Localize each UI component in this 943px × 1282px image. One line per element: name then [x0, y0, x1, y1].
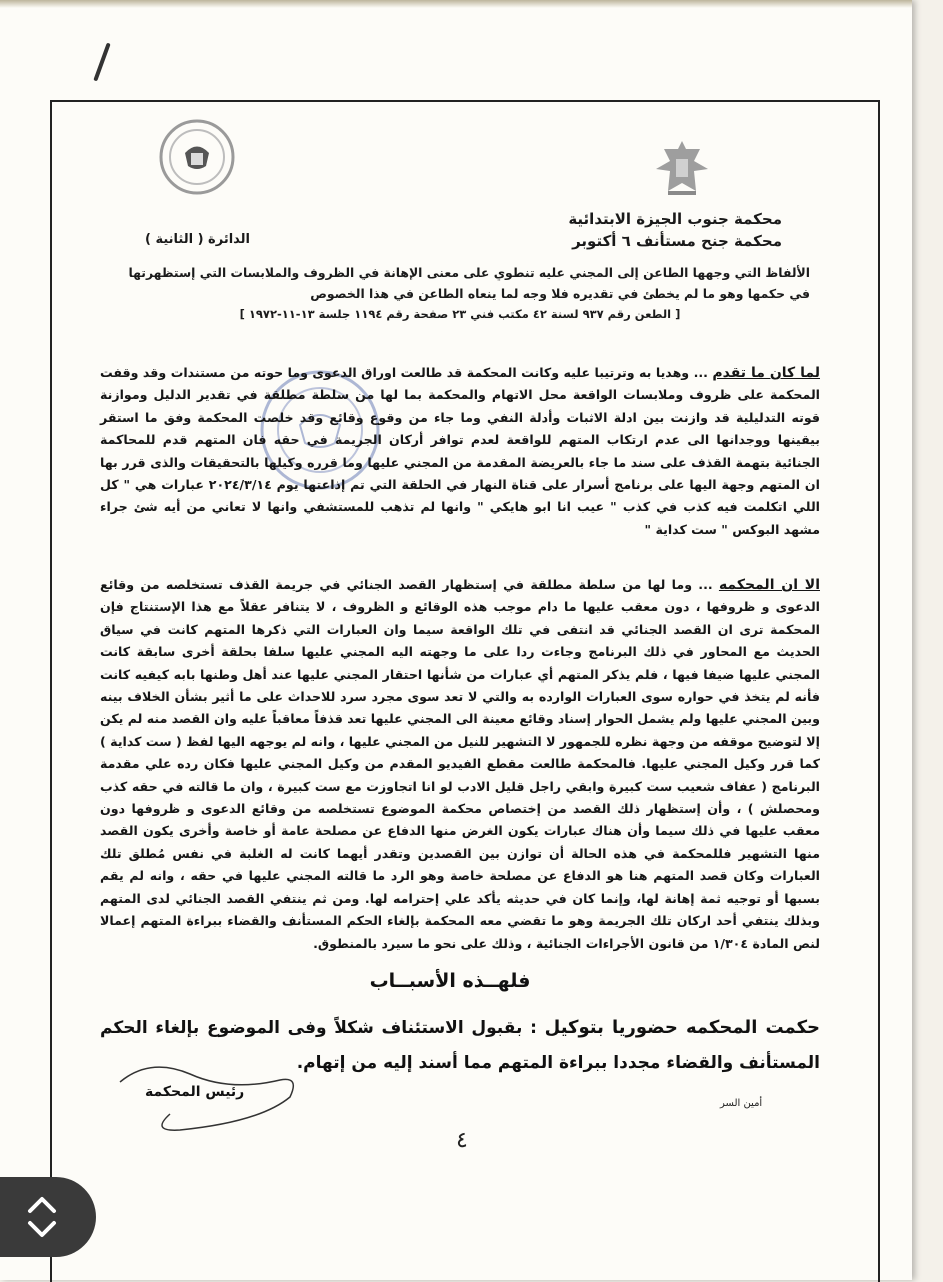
reference-line: الألفاظ التي وجهها الطاعن إلى المجني عليه تنطوي على معنى الإهانة في الظروف والملابسات التي إستظهرتها: [128, 265, 810, 280]
reference-citation: [ الطعن رقم ٩٣٧ لسنة ٤٢ مكتب فني ٢٣ صفحة رقم ١١٩٤ جلسة ١٣-١١-١٩٧٢ ]: [239, 307, 681, 321]
court-name: محكمة جنوب الجيزة الابتدائية: [568, 210, 782, 228]
clerk-signature-label: أمين السر: [720, 1098, 763, 1109]
court-header: [568, 208, 782, 252]
chief-judge-label: رئيس المحكمة: [145, 1084, 245, 1100]
circuit-label: الدائرة ( الثانية ): [145, 232, 251, 247]
verdict-body: : بقبول الاستئناف شكلاً وفى الموضوع بإلغاء الحكم المستأنف والقضاء مجددا ببراءة المتهم مما أسند إليه من إتهام.: [100, 1018, 820, 1073]
chevron-up-down-icon: [24, 1191, 60, 1243]
court-seal-icon: [158, 118, 236, 196]
verdict-lead: حكمت المحكمه حضوريا بتوكيل: [544, 1017, 821, 1038]
reasons-heading: فلهــذه الأسبــاب: [369, 970, 531, 992]
reference-line: في حكمها وهو ما لم يخطئ في تقديره فلا وجه لما ينعاه الطاعن في هذا الخصوص: [310, 286, 810, 301]
scroll-toggle-button[interactable]: [0, 1177, 96, 1257]
page-edge: [0, 0, 912, 8]
paragraph-lead: لما كان ما تقدم: [712, 365, 820, 381]
pen-mark: [93, 43, 110, 82]
legal-reference: [110, 262, 810, 325]
paragraph-body: ... وهديا به وترتيبا عليه وكانت المحكمة قد طالعت اوراق الدعوى وما حوته من مستندات وقد وقفت المحكمة على ظروف وملابسات الواقعة محل الاتهام والمحكمة بما لها من سلطة مطلقة في تقدير الدليل وموازنة قوته التدليلية قد وازنت بين ادلة الاثبات وأدلة النفي وما جاء من وقوع وقائع وقد خلصت المحكمة وفق ما استقر بيقينها ووجدانها الى عدم ارتكاب المتهم للواقعة لعدم توافر أركان الجريمة في حقه فان المتهم قدم للمحاكمة الجنائية بتهمة القذف على سند ما جاء بالعريضة المقدمة من المجني عليها وما قرره وكيلها بالتحقيقات والذى قرر بها ان المتهم وجهة اليها على برنامج أسرار على قناة النهار في الحلقة التي تم إذاعتها يوم ٢٠٢٤/٣/١٤ عبارات هي " كل اللي اتكلمت فيه كذب في كذب " عيب انا ابو هايكي " وانها لم تذهب للمستشفي وانها لا تعاني من أيه شئ جراء مشهد البوكس " ست كداية ": [100, 365, 820, 537]
paragraph-lead: الا ان المحكمه: [718, 577, 820, 593]
paragraph-findings: [100, 362, 820, 541]
paragraph-body: ... وما لها من سلطة مطلقة في إستظهار القصد الجنائي في جريمة القذف تستخلصه من وقائع الدعوى و ظروفها ، دون معقب عليها ما دام موجب هذه الوقائع و الظروف ، لا يتنافر عقلاً مع هذا الإستنتاج فإن المحكمة ترى ان القصد الجنائي قد انتفى في تلك الواقعة سيما وان العبارات التي ذكرها المتهم كانت في سياق الحديث مع المحاور في ذلك البرنامج وجاءت ردا على ما وجهته اليه المجني عليها سلفا بحلقة أخرى سابقة كانت المجني عليها ضيفا فيها ، فلم يذكر المتهم أي عبارات من شأنها احتقار المجني عليها عند أهل وطنها بابه كيفيه كانت فأنه لم يتخذ في حواره سوى العبارات الوارده به والتي لا تعد سوى مجرد سرد للاحداث على ما أثير بشأن الخلاف بينه وبين المجني عليها ولم يشمل الحوار إسناد وقائع معينة الى المجني عليها تعد قذفاً معاقباً عليه وان القصد منه لم يكن إلا لتوضيح موقفه من وجهة نظره للجمهور لا التشهير للنيل من المجني عليها ، وانه لم يوجهه اليها لفظ ( ست كداية ) كما قرر وكيل المجني عليها. فالمحكمة طالعت مقطع الفيديو المقدم من وكيل المجني عليها فكان رده علي مقدمة البرنامج ( عفاف شعيب ست كبيرة وابقي راجل قليل الادب لو انا اتجاوزت مع ست كبيرة ، وان ما قالته في حقه كذب ومحصلش ) ، وأن إستظهار ذلك القصد من إختصاص محكمة الموضوع تستخلصه من وقائع الدعوى و ظروفها دون معقب عليها في ذلك سيما وأن هناك عبارات يكون الغرض منها الدفاع عن مصلحة عامة أو خاصة وأخرى يكون القصد منها التشهير فللمحكمة في هذه الحالة أن توازن بين القصدين وتقدر أيهما كانت له الغلبة في نفس مُطلق تلك العبارات وكان قصد المتهم هنا هو الدفاع عن مصلحة خاصة وهو الرد ما قالته المجني عليها في حقه ، وانه لم يقم بسبها أو توجيه ثمة إهانة لها، وإنما كان في حديثه يأكد علي إحترامه لها. ومن ثم ينتفي القصد الجنائي لدى المتهم وبذلك ينتفي أحد اركان تلك الجريمة وهو ما تقضي معه المحكمة بإلغاء الحكم المستأنف والقضاء ببراءة المتهم إعمالا لنص المادة ١/٣٠٤ من قانون الأجراءات الجنائية ، وذلك على نحو ما سيرد بالمنطوق.: [100, 577, 820, 951]
page-number: ٤: [456, 1128, 468, 1153]
eagle-emblem-icon: [650, 135, 714, 199]
paragraph-reasoning: [100, 574, 820, 955]
appeals-court-name: محكمة جنح مستأنف ٦ أكتوبر: [572, 232, 782, 250]
